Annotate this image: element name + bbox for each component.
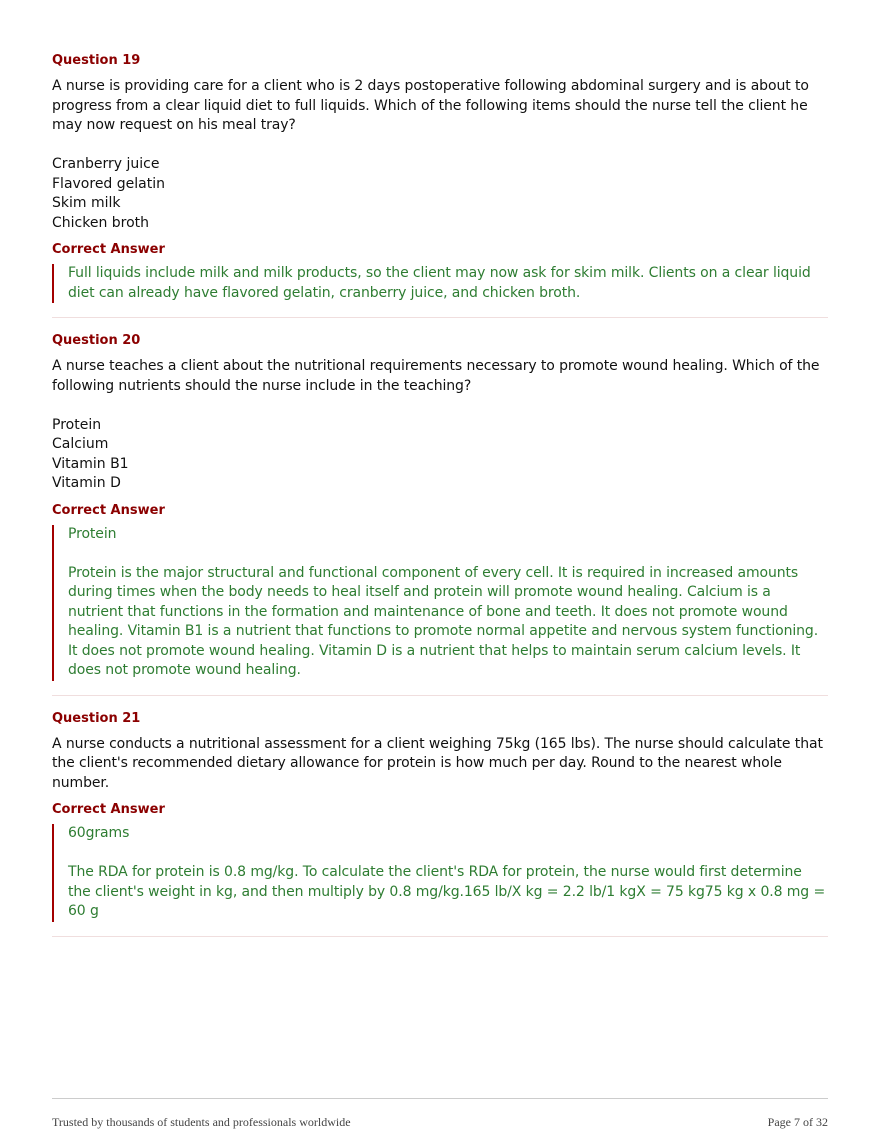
answer-value: Protein: [68, 525, 117, 542]
answer-explanation: Full liquids include milk and milk products, so the client may now ask for skim milk. Clients on a clear liquid diet can already have flavored gelatin, cranberry juice, and chicken broth.: [68, 265, 811, 301]
correct-answer-label: Correct Answer: [52, 802, 165, 817]
question-title: Question 20: [52, 333, 141, 348]
question-text: A nurse is providing care for a client who is 2 days postoperative following abdominal surgery and is about to progress from a clear liquid diet to full liquids. Which of the following items should the nurse tell the client he may now request on his meal tray?: [52, 78, 809, 133]
answer-block: [52, 525, 828, 681]
answer-explanation: Protein is the major structural and functional component of every cell. It is required in increased amounts during times when the body needs to heal itself and protein will promote wound healing. Calcium is a nutrient that functions in the formation and maintenance of bone and teeth. It does not promote wound healing. Vitamin B1 is a nutrient that functions to promote normal appetite and nervous system functioning. It does not promote wound healing. Vitamin D is a nutrient that helps to maintain serum calcium levels. It does not promote wound healing.: [68, 564, 819, 678]
question-title: Question 19: [52, 53, 141, 68]
options-list: [52, 155, 828, 233]
page-content: [52, 52, 828, 951]
footer-tagline: Trusted by thousands of students and professionals worldwide: [52, 1115, 351, 1129]
options-list: [52, 416, 828, 494]
question-text: A nurse conducts a nutritional assessment for a client weighing 75kg (165 lbs). The nurse should calculate that the client's recommended dietary allowance for protein is how much per day. Round to the nearest whole number.: [52, 735, 823, 791]
option: Vitamin B1: [52, 455, 129, 472]
option: Calcium: [52, 436, 109, 452]
page-number: Page 7 of 32: [767, 1115, 828, 1129]
question-text: A nurse teaches a client about the nutritional requirements necessary to promote wound healing. Which of the following nutrients should the nurse include in the teaching?: [52, 358, 820, 394]
question-21: [52, 710, 828, 937]
answer-value: 60grams: [68, 825, 130, 841]
page-footer: [52, 1115, 828, 1130]
option: Cranberry juice: [52, 156, 160, 172]
option: Skim milk: [52, 195, 121, 211]
answer-explanation: The RDA for protein is 0.8 mg/kg. To calculate the client's RDA for protein, the nurse would first determine the client's weight in kg, and then multiply by 0.8 mg/kg.165 lb/X kg = 2.2 lb/1 kgX = 75 kg75 kg x 0.8 mg = 60 g: [68, 864, 826, 919]
option: Chicken broth: [52, 214, 150, 231]
question-title: Question 21: [52, 710, 141, 726]
option: Protein: [52, 416, 102, 433]
question-20: [52, 332, 828, 696]
option: Vitamin D: [52, 475, 121, 491]
question-19: [52, 52, 828, 318]
correct-answer-label: Correct Answer: [52, 242, 165, 257]
footer-divider: [52, 1098, 828, 1099]
correct-answer-label: Correct Answer: [52, 502, 165, 518]
option: Flavored gelatin: [52, 175, 165, 192]
answer-block: [52, 264, 828, 303]
answer-block: [52, 824, 828, 922]
